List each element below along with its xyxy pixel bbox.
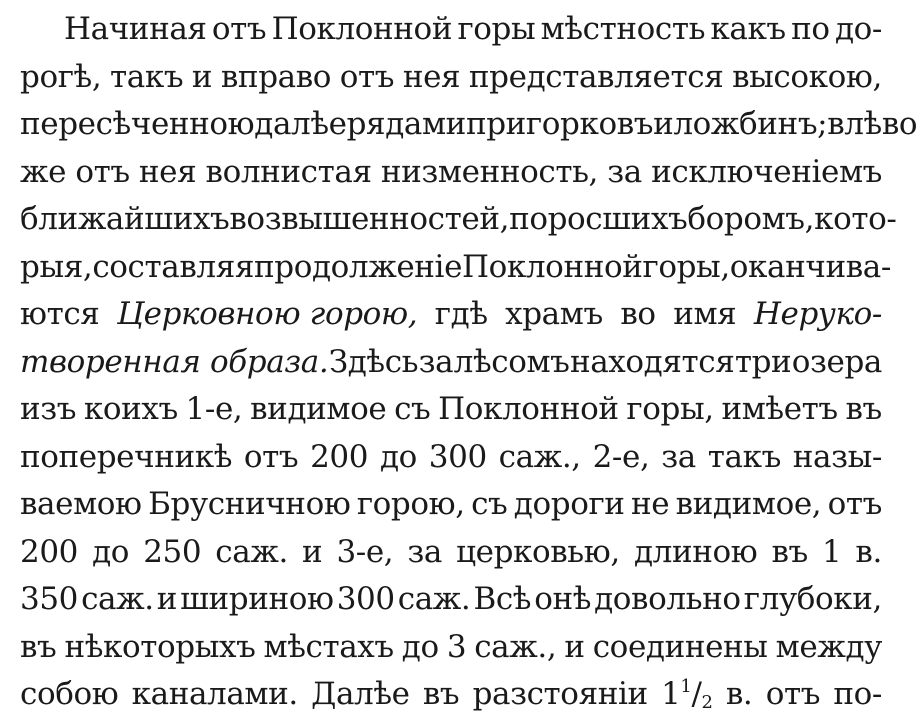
word: соединены	[592, 628, 768, 665]
word: собою	[20, 676, 119, 712]
word: 300	[336, 581, 395, 617]
word: пересѣченною	[20, 106, 255, 142]
text-line-5	[20, 196, 897, 244]
italic-place-name: Церковною горою,	[117, 296, 418, 332]
word: возвышенностей,	[229, 201, 510, 237]
fraction-whole: 1	[661, 676, 681, 712]
word: находятся	[569, 343, 735, 380]
word: озера	[791, 343, 882, 380]
word: въ	[845, 391, 882, 427]
word: 3-е,	[336, 533, 394, 570]
word: изъ	[20, 391, 77, 427]
text-line-11	[20, 481, 882, 529]
word: в.	[725, 676, 753, 712]
text-line-15	[20, 671, 882, 719]
word: мѣстность	[540, 11, 706, 47]
word: Здѣсь	[328, 343, 419, 380]
word: довольно	[594, 581, 741, 617]
word: же	[20, 153, 67, 190]
text-line-7	[20, 291, 882, 339]
word: вправо	[220, 58, 332, 95]
text-line-8	[20, 339, 882, 387]
word: оканчива-	[729, 248, 891, 285]
word: горы	[457, 11, 536, 47]
word: волнистая	[205, 153, 372, 190]
word: 1-е,	[185, 391, 243, 427]
word: ваемою	[20, 486, 142, 522]
word: по	[791, 11, 830, 47]
word: имя	[673, 296, 737, 332]
word: ются	[20, 296, 100, 332]
word: горою,	[356, 486, 465, 522]
word: Всѣ	[473, 581, 532, 617]
word: отъ	[339, 58, 395, 95]
word: за	[407, 533, 442, 570]
word: за	[661, 438, 696, 475]
word: видимое,	[675, 486, 822, 522]
word: какъ	[710, 11, 786, 47]
word: боромъ,	[687, 201, 815, 237]
word: нея	[402, 58, 461, 95]
word: церковью,	[456, 533, 620, 570]
text-line-3	[20, 101, 917, 149]
word: Поклонной	[271, 11, 453, 47]
word: коихъ	[83, 391, 178, 427]
word: до	[379, 438, 417, 475]
word: онѣ	[534, 581, 592, 617]
word: Далѣе	[311, 676, 410, 712]
word: 1	[821, 533, 842, 570]
fraction-denominator: 2	[701, 692, 713, 713]
word: отъ	[765, 676, 821, 712]
word: шириною	[180, 581, 334, 617]
word: саж.	[81, 581, 154, 617]
text-line-10	[20, 434, 882, 482]
text-line-1	[20, 6, 882, 54]
italic-church-name: Неруко-	[753, 296, 882, 332]
word: за	[418, 343, 454, 380]
word: 250	[143, 533, 202, 570]
text-line-12	[20, 529, 882, 577]
word: отъ	[211, 11, 267, 47]
word: три	[734, 343, 792, 380]
text-line-4	[20, 149, 882, 197]
word: кото-	[814, 201, 897, 237]
word: и	[191, 58, 213, 95]
word: разстояніи	[472, 676, 648, 712]
word: саж.	[215, 533, 288, 570]
text-line-14	[20, 624, 882, 672]
word: поперечникѣ	[20, 438, 233, 475]
word: въ	[422, 676, 460, 712]
word: исключеніемъ	[651, 153, 882, 190]
word: назы-	[792, 438, 882, 475]
text-line-2	[20, 54, 882, 102]
word: въ	[771, 533, 808, 570]
word: отъ	[827, 486, 882, 522]
word: Поклонной	[462, 248, 643, 285]
text-line-6	[20, 244, 891, 292]
word: во	[620, 296, 656, 332]
word: далѣе	[254, 106, 347, 142]
word: рядами	[346, 106, 466, 142]
word: отъ	[75, 153, 130, 190]
word: рыя,	[20, 248, 93, 285]
word: саж.	[397, 581, 471, 617]
word: отъ	[243, 438, 299, 475]
word: до-	[834, 11, 882, 47]
word: 200	[310, 438, 369, 475]
word: и	[653, 106, 674, 142]
word: до	[401, 628, 439, 665]
word: влѣво	[827, 106, 917, 142]
word: мѣстахъ	[263, 628, 394, 665]
word: саж.,	[498, 438, 581, 475]
word: рогѣ,	[20, 58, 102, 95]
word: съ	[471, 486, 508, 522]
word: Начиная	[64, 11, 207, 47]
body-paragraph	[20, 6, 917, 719]
word: Поклонной	[438, 391, 619, 427]
word: такъ	[707, 438, 781, 475]
word: видимое	[250, 391, 387, 427]
word: 350	[20, 581, 78, 617]
word: саж.,	[474, 628, 557, 665]
word: 300	[428, 438, 487, 475]
word: по-	[833, 676, 882, 712]
word: нѣкоторыхъ	[64, 628, 256, 665]
word: и	[302, 533, 323, 570]
word: лѣсомъ	[453, 343, 570, 380]
text-line-13	[20, 576, 882, 624]
word: каналами.	[131, 676, 298, 712]
word: и	[564, 628, 585, 665]
word: горы,	[642, 248, 730, 285]
word: въ	[20, 628, 57, 665]
word: храмъ	[505, 296, 603, 332]
word: 200	[20, 533, 78, 570]
word: съ	[394, 391, 431, 427]
word: имѣетъ	[721, 391, 838, 427]
word: гдѣ	[434, 296, 488, 332]
word: представляется	[468, 58, 724, 95]
word: ближайшихъ	[20, 201, 230, 237]
word: за	[607, 153, 642, 190]
word: в.	[855, 533, 882, 570]
word: Брусничною	[148, 486, 351, 522]
word: между	[775, 628, 882, 665]
fraction-one-and-half: $1^1/_2$	[661, 671, 713, 719]
word: 3	[446, 628, 467, 665]
word: глубоки,	[743, 581, 882, 617]
word: ложбинъ;	[673, 106, 828, 142]
word: горы,	[626, 391, 714, 427]
word: пригорковъ	[465, 106, 654, 142]
word: продолженіе	[254, 248, 463, 285]
word: такъ	[110, 58, 184, 95]
word: 2-е,	[592, 438, 650, 475]
word: дороги	[513, 486, 625, 522]
word: низменность,	[380, 153, 599, 190]
word: до	[92, 533, 130, 570]
word: высокою,	[732, 58, 882, 95]
text-line-9	[20, 386, 882, 434]
word: нея	[138, 153, 197, 190]
word: и	[156, 581, 178, 617]
fraction-numerator: 1	[680, 676, 692, 697]
word: не	[630, 486, 670, 522]
italic-church-name: творенная образа.	[20, 343, 329, 380]
word: поросшихъ	[509, 201, 688, 237]
word: составляя	[92, 248, 255, 285]
word: длиною	[633, 533, 758, 570]
